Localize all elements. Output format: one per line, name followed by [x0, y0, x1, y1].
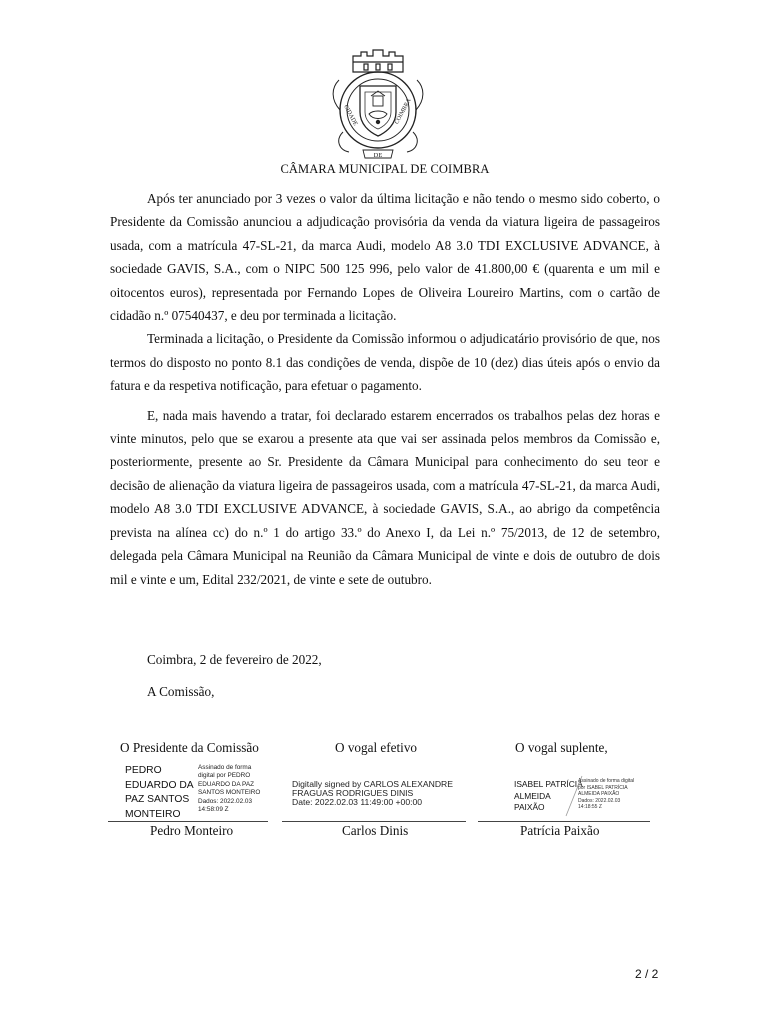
signer-name-effective-member: Carlos Dinis — [342, 823, 409, 838]
crest-text-bottom: DE — [373, 152, 383, 159]
role-substitute-member: O vogal suplente, — [515, 740, 608, 755]
signature-president-details: Assinado de forma digital por PEDRO EDUARDO DA PAZ SANTOS MONTEIRO Dados: 2022.02.03 14:58:09 Z — [198, 764, 261, 814]
signature-line-president — [108, 821, 268, 822]
committee-line: A Comissão, — [147, 684, 215, 699]
signature-president-name: PEDRO EDUARDO DA PAZ SANTOS MONTEIRO — [125, 765, 194, 820]
paragraph-payment: Terminada a licitação, o Presidente da Comissão informou o adjudicatário provisório de que, nos termos do disposto no ponto 8.1 das condições de venda, dispõe de 10 (dez) dias úteis após o envio da fatura e da respetiva notificação, para efetuar o pagamento. — [110, 331, 660, 394]
role-president: O Presidente da Comissão — [120, 740, 259, 755]
crest-text-right: COIMBRA — [394, 97, 413, 126]
signature-line-substitute-member — [478, 821, 650, 822]
signature-roles — [110, 740, 660, 758]
paragraph-closing: E, nada mais havendo a tratar, foi declarado estarem encerrados os trabalhos pelas dez horas e vinte minutos, pelo que se exarou a presente ata que vai ser assinada pelos membros da Comissão e, posteriormente, presente ao Sr. Presidente da Câmara Municipal para conhecimento do seu teor e decisão de alienação da viatura ligeira de passageiros usada, com a matrícula 47-SL-21, da marca Audi, modelo A8 3.0 TDI EXCLUSIVE ADVANCE, à sociedade GAVIS, S.A., ao abrigo da competência prevista na alínea cc) do n.º 1 do artigo 33.º do Anexo I, da Lei n.º 75/2013, de 12 de setembro, delegada pela Câmara Municipal na Reunião da Câmara Municipal de vinte e dois de outubro de dois mil e vinte e um, Edital 232/2021, de vinte e sete de outubro. — [110, 407, 660, 587]
signer-name-president: Pedro Monteiro — [150, 823, 234, 838]
digital-signature-effective-member — [280, 762, 470, 822]
digital-signature-president — [108, 762, 268, 822]
signer-name-substitute-member: Patrícia Paixão — [520, 823, 600, 838]
municipality-title: CÂMARA MUNICIPAL DE COIMBRA — [280, 162, 490, 176]
digital-signature-substitute-member — [478, 762, 653, 822]
signature-effective-member-details: Digitally signed by CARLOS ALEXANDRE FRAGUAS RODRIGUES DINIS Date: 2022.02.03 11:49:00 +00:00 — [292, 779, 453, 808]
paragraph-adjudication: Após ter anunciado por 3 vezes o valor da última licitação e não tendo o mesmo sido coberto, o Presidente da Comissão anunciou a adjudicação provisória da venda da viatura ligeira de passageiros usada, com a matrícula 47-SL-21, da marca Audi, modelo A8 3.0 TDI EXCLUSIVE ADVANCE, à sociedade GAVIS, S.A., com o NIPC 500 125 996, pelo valor de 41.800,00 € (quarenta e um mil e oitocentos euros), representada por Fernando Lopes de Oliveira Loureiro Martins, com o cartão de cidadão n.º 07540437, e deu por terminada a licitação. — [110, 191, 660, 324]
date-line: Coimbra, 2 de fevereiro de 2022, — [147, 652, 322, 667]
minutes-body — [110, 187, 660, 591]
page-number: 2 / 2 — [635, 967, 659, 981]
crest-text-left: CIDADE — [342, 104, 359, 127]
signature-substitute-name: ISABEL PATRÍCIA ALMEIDA PAIXÃO — [514, 779, 583, 813]
signature-line-effective-member — [282, 821, 466, 822]
signature-substitute-details: Assinado de forma digital por ISABEL PATRÍCIA ALMEIDA PAIXÃO Dados: 2022.02.03 14:18:55 Z — [578, 778, 635, 811]
coimbra-coat-of-arms-icon — [313, 42, 443, 164]
role-effective-member: O vogal efetivo — [335, 740, 418, 755]
